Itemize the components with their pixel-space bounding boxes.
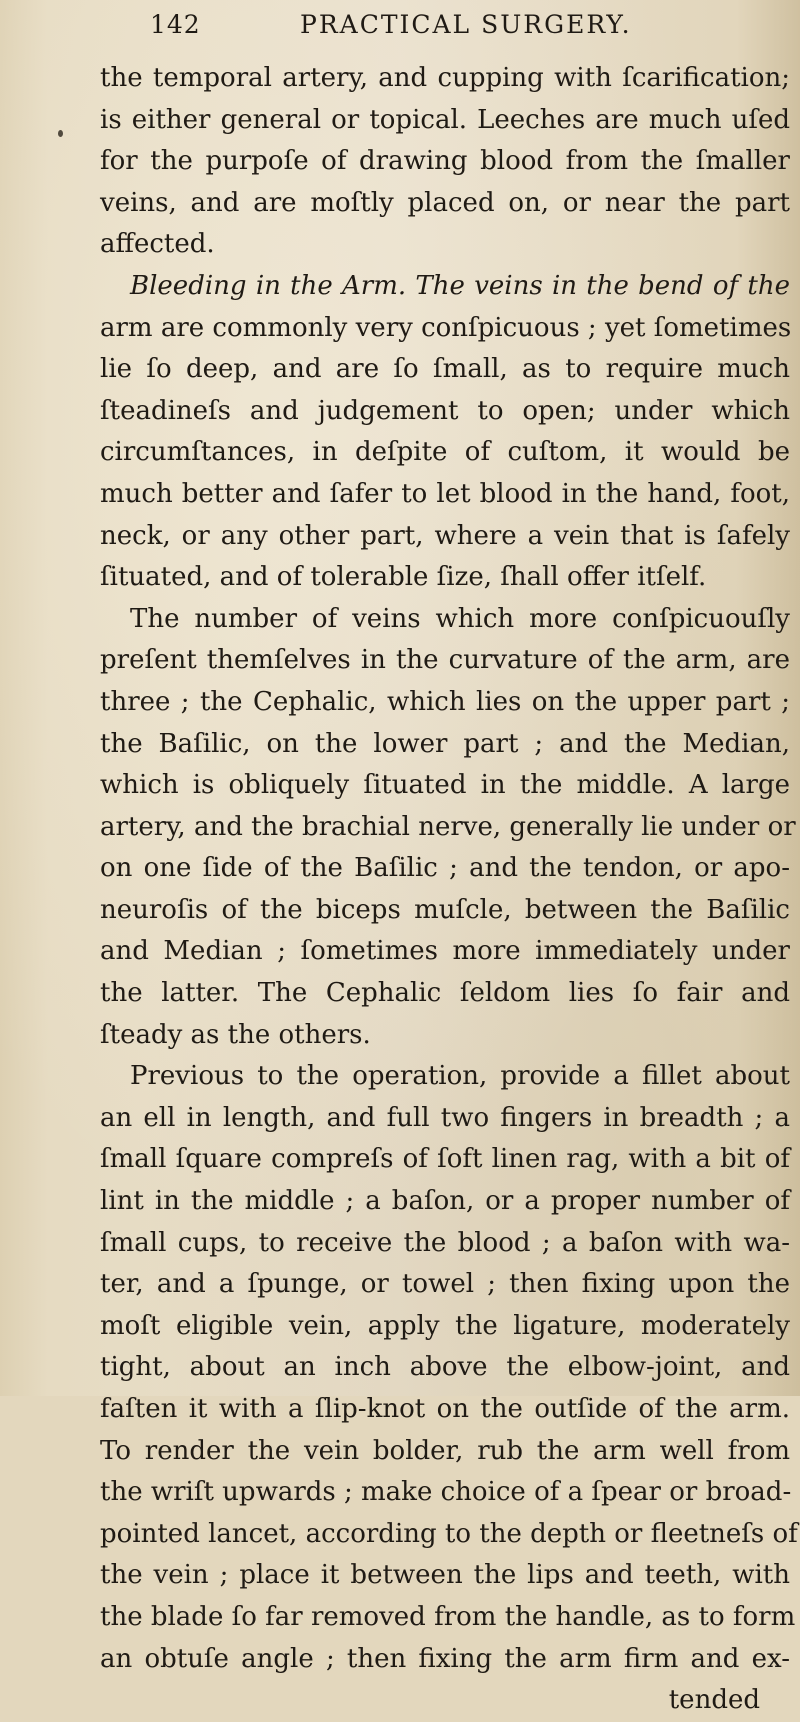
text-line: Previous to the operation, provide a fillet about xyxy=(130,1061,790,1092)
margin-mark xyxy=(58,130,63,137)
text-line: pointed lancet, according to the depth or fleetneſs of xyxy=(100,1518,798,1549)
body-text xyxy=(100,58,798,1722)
text-line: ſteady as the others. xyxy=(100,1019,371,1050)
text-line: circumſtances, in deſpite of cuſtom, it would be xyxy=(100,437,790,468)
text-line: which is obliquely ſituated in the middle. A large xyxy=(100,770,790,801)
text-line: much better and ſafer to let blood in the hand, foot, xyxy=(100,478,790,509)
text-line: the wriſt upwards ; make choice of a ſpear or broad- xyxy=(100,1477,792,1508)
text-line: affected. xyxy=(100,229,215,260)
text-line: neck, or any other part, where a vein that is ſafely xyxy=(100,520,790,551)
text-line: ſmall cups, to receive the blood ; a baſon with wa- xyxy=(100,1227,790,1258)
running-head: PRACTICAL SURGERY. xyxy=(300,10,632,39)
text-line: faſten it with a ſlip-knot on the outſide of the arm. xyxy=(100,1394,790,1424)
page-number: 142 xyxy=(150,10,201,39)
text-line: neuroſis of the biceps muſcle, between the Baſilic xyxy=(100,894,790,925)
text-line: ter, and a ſpunge, or towel ; then fixing upon the xyxy=(100,1269,790,1300)
text-line: the Baſilic, on the lower part ; and the Median, xyxy=(100,728,790,759)
text-line: lie ſo deep, and are ſo ſmall, as to require much xyxy=(100,354,790,385)
text-line: on one ſide of the Baſilic ; and the tendon, or apo- xyxy=(100,853,790,884)
text-line: moſt eligible vein, apply the ligature, moderately xyxy=(100,1310,790,1341)
text-line: the temporal artery, and cupping with ſcarification; xyxy=(100,63,790,93)
text-line: The number of veins which more conſpicuouſly xyxy=(130,603,790,634)
text-line: preſent themſelves in the curvature of the arm, are xyxy=(100,645,790,676)
text-line: lint in the middle ; a baſon, or a proper number of xyxy=(100,1186,790,1217)
text-line: ſteadineſs and judgement to open; under which xyxy=(100,395,790,426)
text-line: three ; the Cephalic, which lies on the upper part ; xyxy=(100,686,790,717)
text-line: is either general or topical. Leeches are much uſed xyxy=(100,104,790,135)
text-line: the blade ſo far removed from the handle, as to form xyxy=(100,1601,796,1632)
text-line: ſmall ſquare compreſs of ſoft linen rag, with a bit of xyxy=(100,1144,790,1175)
text-line: arm are commonly very conſpicuous ; yet ſometimes xyxy=(100,312,792,343)
text-line: and Median ; ſometimes more immediately under xyxy=(100,936,790,967)
text-line: tight, about an inch above the elbow-joint, and xyxy=(100,1352,790,1383)
section-heading-line: Bleeding in the Arm. The veins in the bend of the xyxy=(130,270,790,301)
text-line: an ell in length, and full two fingers in breadth ; a xyxy=(100,1102,790,1133)
text-line: veins, and are moſtly placed on, or near the part xyxy=(100,187,790,218)
text-line: for the purpoſe of drawing blood from the ſmaller xyxy=(100,146,790,177)
page-header xyxy=(150,10,740,50)
text-line: the latter. The Cephalic ſeldom lies ſo fair and xyxy=(100,978,790,1009)
text-line: an obtuſe angle ; then fixing the arm firm and ex- xyxy=(100,1643,790,1674)
text-line: the vein ; place it between the lips and teeth, with xyxy=(100,1560,790,1591)
text-line: To render the vein bolder, rub the arm well from xyxy=(100,1435,790,1466)
text-line: ſituated, and of tolerable ſize, ſhall offer itſelf. xyxy=(100,562,707,593)
text-line: artery, and the brachial nerve, generally lie under or xyxy=(100,811,796,842)
catchword: tended xyxy=(668,1685,760,1716)
